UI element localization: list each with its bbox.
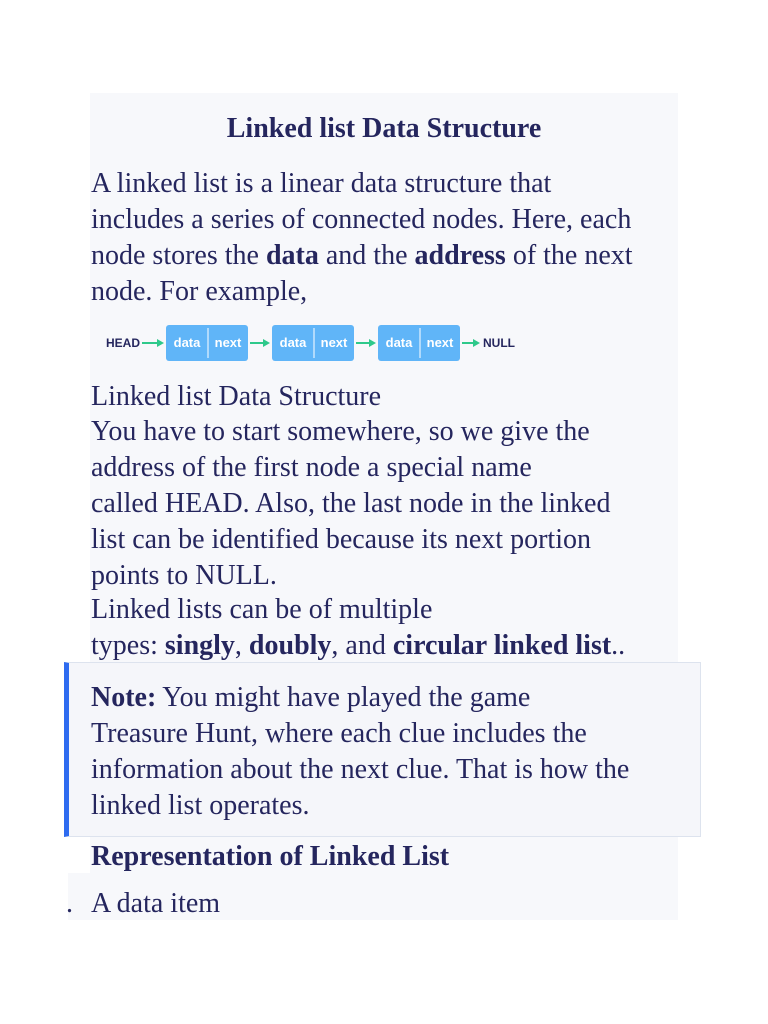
intro-line-3 — [91, 238, 633, 274]
term-data: data — [265, 240, 319, 271]
node-arrow — [356, 339, 376, 347]
note-callout — [64, 662, 701, 837]
body2-line-2: address of the first node a special name — [91, 452, 532, 483]
intro-line-2: includes a series of connected nodes. Here, each — [91, 204, 632, 235]
page-title: Linked list Data Structure — [226, 113, 542, 144]
node-next-label: next — [214, 335, 242, 350]
list-node — [378, 325, 460, 361]
node-data-label: data — [385, 335, 413, 350]
node-next-label: next — [426, 335, 454, 350]
body2-line-1: You have to start somewhere, so we give the — [91, 416, 590, 447]
diagram-caption: Linked list Data Structure — [91, 381, 382, 412]
node-arrow-head — [369, 339, 376, 347]
note-text-part: You might have played the game — [156, 682, 531, 713]
linked-list-diagram — [104, 324, 524, 362]
body3-line-1: Linked lists can be of multiple — [91, 594, 433, 625]
diagram-nodes — [166, 325, 460, 361]
term-address: address — [414, 240, 506, 271]
intro-paragraph — [91, 166, 633, 310]
intro-line-1: A linked list is a linear data structure that — [91, 168, 552, 199]
body2-line-3: called HEAD. Also, the last node in the linked — [91, 488, 611, 519]
type-doubly: doubly — [248, 630, 332, 661]
node-next-label: next — [320, 335, 348, 350]
types-paragraph — [91, 592, 625, 664]
note-line-1 — [91, 680, 629, 716]
note-line-2: Treasure Hunt, where each clue includes the — [91, 718, 587, 749]
intro-text: node stores the — [91, 240, 266, 271]
node-arrow-head — [263, 339, 270, 347]
head-arrow-head — [157, 339, 164, 347]
head-arrow — [142, 339, 164, 347]
section-heading: Representation of Linked List — [91, 841, 450, 872]
types-text: , — [234, 630, 249, 661]
note-line-3: information about the next clue. That is how the — [91, 754, 630, 785]
node-data-label: data — [279, 335, 307, 350]
list-bullet: . — [66, 888, 73, 919]
body2-line-4: list can be identified because its next portion — [91, 524, 591, 555]
note-line-4: linked list operates. — [91, 790, 310, 821]
type-circular: circular linked list — [392, 630, 612, 661]
intro-text: and the — [318, 240, 415, 271]
body2-line-5: points to NULL. — [91, 560, 277, 591]
types-text: , and — [331, 630, 393, 661]
types-text: types: — [91, 630, 165, 661]
null-label: NULL — [483, 336, 515, 350]
null-arrow-head — [473, 339, 480, 347]
body3-line-2 — [91, 628, 625, 664]
intro-line-4: node. For example, — [91, 276, 308, 307]
list-node — [166, 325, 248, 361]
note-label: Note: — [91, 682, 157, 713]
types-text: .. — [611, 630, 626, 661]
type-singly: singly — [164, 630, 235, 661]
node-arrow — [250, 339, 270, 347]
node-data-label: data — [173, 335, 201, 350]
note-text — [91, 680, 629, 824]
intro-text: of the next — [505, 240, 633, 271]
head-explanation-paragraph — [91, 414, 610, 594]
list-item: A data item — [91, 888, 221, 919]
linked-list-diagram-svg — [104, 324, 524, 362]
null-arrow — [462, 339, 480, 347]
head-label: HEAD — [106, 336, 141, 350]
list-node — [272, 325, 354, 361]
